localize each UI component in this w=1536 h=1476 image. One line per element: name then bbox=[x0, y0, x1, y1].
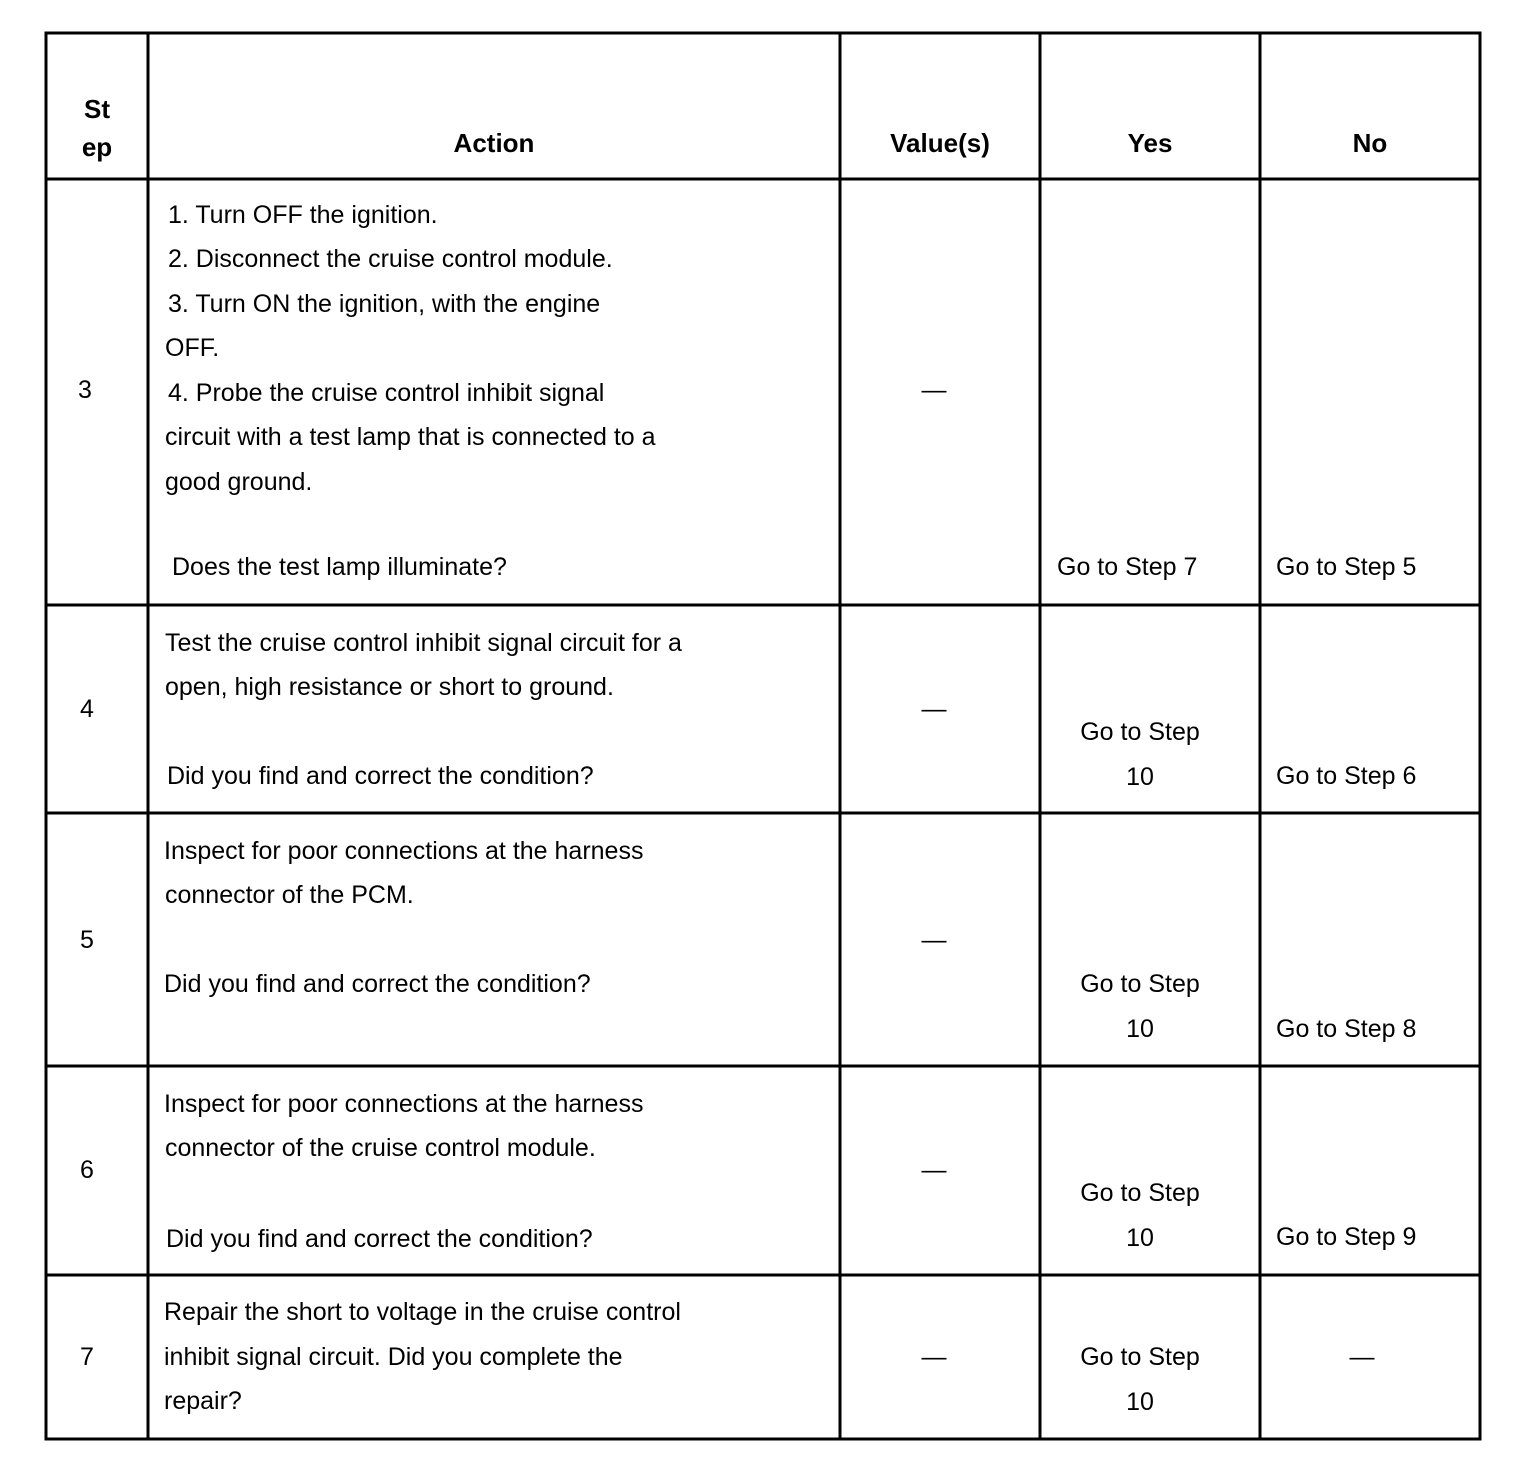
action-line: 2. Disconnect the cruise control module. bbox=[168, 245, 613, 273]
yes-line: 10 bbox=[1126, 1387, 1154, 1416]
yes-line: 10 bbox=[1126, 1223, 1154, 1252]
action-line: Test the cruise control inhibit signal circuit for a bbox=[165, 629, 682, 657]
no-cell: Go to Step 5 bbox=[1276, 553, 1417, 581]
header-values: Value(s) bbox=[890, 128, 990, 158]
yes-cell bbox=[1042, 1335, 1238, 1424]
step-number: 3 bbox=[78, 376, 92, 404]
value-cell: — bbox=[921, 1343, 947, 1371]
value-cell: — bbox=[921, 926, 947, 954]
action-line: repair? bbox=[164, 1387, 242, 1415]
header-step-line1: St bbox=[84, 94, 110, 124]
action-line: Inspect for poor connections at the harness bbox=[164, 1090, 644, 1118]
action-line: circuit with a test lamp that is connected to a bbox=[165, 423, 656, 451]
value-cell: — bbox=[921, 1156, 947, 1184]
value-cell: — bbox=[921, 695, 947, 723]
yes-cell bbox=[1042, 962, 1238, 1051]
action-line: open, high resistance or short to ground. bbox=[165, 673, 614, 701]
header-step-line2: ep bbox=[81, 132, 113, 162]
step-number: 7 bbox=[80, 1343, 94, 1371]
step-number: 4 bbox=[80, 695, 94, 723]
action-line: Repair the short to voltage in the cruise control bbox=[164, 1298, 681, 1326]
action-line: connector of the cruise control module. bbox=[165, 1134, 596, 1162]
action-line: connector of the PCM. bbox=[165, 881, 414, 909]
step-number: 6 bbox=[80, 1156, 94, 1184]
action-question: Did you find and correct the condition? bbox=[167, 762, 594, 790]
step-number: 5 bbox=[80, 926, 94, 954]
action-line: good ground. bbox=[165, 468, 313, 496]
no-cell: — bbox=[1349, 1343, 1375, 1371]
action-line: 1. Turn OFF the ignition. bbox=[168, 201, 438, 229]
header-action: Action bbox=[453, 128, 535, 158]
yes-cell bbox=[1042, 710, 1238, 799]
action-question: Did you find and correct the condition? bbox=[164, 970, 591, 998]
value-cell: — bbox=[921, 376, 947, 404]
no-cell: Go to Step 8 bbox=[1276, 1015, 1417, 1043]
yes-cell: Go to Step 7 bbox=[1057, 553, 1198, 581]
action-line: 4. Probe the cruise control inhibit signal bbox=[168, 379, 605, 407]
action-question: Does the test lamp illuminate? bbox=[172, 553, 507, 581]
yes-line: Go to Step bbox=[1080, 970, 1200, 998]
action-line: inhibit signal circuit. Did you complete the bbox=[164, 1343, 623, 1371]
action-line: OFF. bbox=[165, 334, 220, 362]
yes-line: 10 bbox=[1126, 1014, 1154, 1043]
header-step bbox=[48, 90, 146, 166]
action-line: Inspect for poor connections at the harness bbox=[164, 837, 644, 865]
action-line: 3. Turn ON the ignition, with the engine bbox=[168, 290, 601, 318]
no-cell: Go to Step 9 bbox=[1276, 1223, 1417, 1251]
yes-line: Go to Step bbox=[1080, 718, 1200, 746]
yes-line: 10 bbox=[1126, 762, 1154, 791]
header-no: No bbox=[1352, 128, 1388, 158]
yes-line: Go to Step bbox=[1080, 1179, 1200, 1207]
yes-cell bbox=[1042, 1171, 1238, 1260]
header-yes: Yes bbox=[1127, 128, 1173, 158]
no-cell: Go to Step 6 bbox=[1276, 762, 1417, 790]
action-question: Did you find and correct the condition? bbox=[166, 1225, 593, 1253]
yes-line: Go to Step bbox=[1080, 1343, 1200, 1371]
